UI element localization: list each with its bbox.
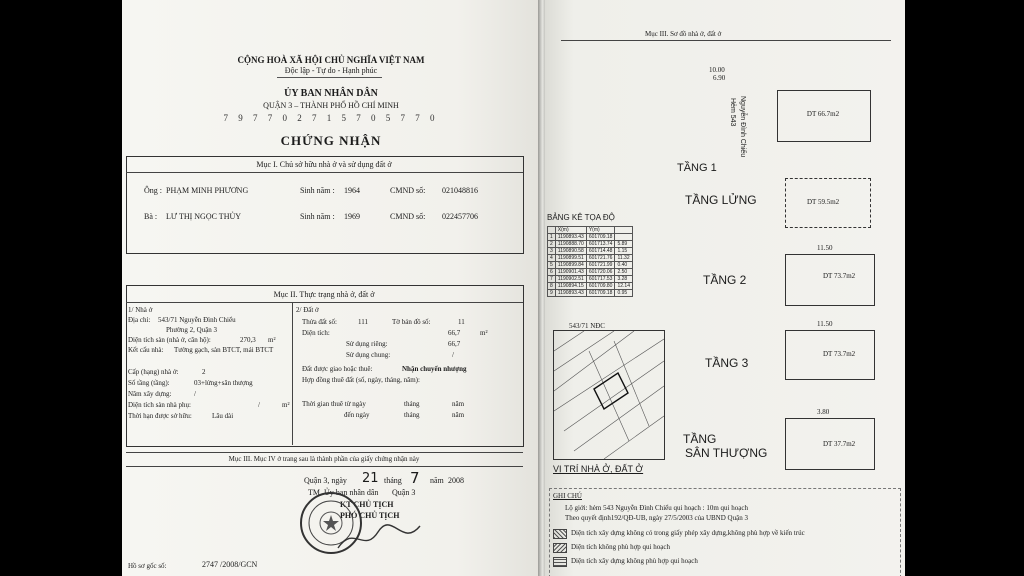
shared-label: Sử dụng chung:	[346, 351, 391, 359]
apt-area-label: Diện tích sàn nhà phụ:	[128, 401, 191, 409]
coord-table-header	[548, 227, 633, 234]
coord-table-row	[548, 290, 633, 297]
year-label: Năm xây dựng:	[128, 390, 172, 398]
coord-table-cell: 1190888.70	[555, 241, 586, 248]
certificate-title: CHỨNG NHẬN	[280, 133, 382, 148]
owner2-id: 022457706	[442, 212, 478, 221]
coord-table-cell: 5.89	[615, 241, 633, 248]
apt-area-unit: m²	[282, 401, 290, 409]
motto-underline	[277, 77, 382, 78]
coord-table-cell: 1190893.43	[555, 290, 586, 297]
granted-type: Nhận chuyển nhượng	[402, 365, 467, 373]
signer-title-2: PHÓ CHỦ TỊCH	[340, 511, 400, 520]
section3-note: Mục III. Mục IV ở trang sau là thành phần của giấy chứng nhận này	[228, 455, 420, 463]
coord-table-cell: 2.50	[615, 269, 633, 276]
apt-area: /	[258, 401, 260, 409]
coord-table-row	[548, 248, 633, 255]
owner1-birth: 1964	[344, 186, 360, 195]
alley-label: Hẻm 543	[729, 98, 736, 127]
coord-table-cell: 1190890.58	[555, 248, 586, 255]
land-area: 66,7	[448, 329, 461, 337]
land-area-label: Diện tích:	[302, 329, 330, 337]
register-label: Hồ sơ gốc số:	[128, 562, 167, 570]
house-title: 1/ Nhà ở	[128, 306, 153, 314]
coord-table-cell: 601713.74	[586, 241, 615, 248]
coord-table-cell: 1190894.15	[555, 283, 586, 290]
owner2-label: Bà :	[144, 212, 158, 221]
granted-label: Đất được giao hoặc thuê:	[302, 365, 373, 373]
lease-from-month-label: tháng	[404, 400, 420, 408]
section1-heading: Mục I. Chủ sở hữu nhà ở và sử dụng đất ở	[256, 160, 392, 169]
coord-table-cell: 1190899.51	[555, 255, 586, 262]
lease-from-year-label: năm	[452, 400, 465, 408]
coord-table-cell: 0.95	[615, 290, 633, 297]
floor1-area: DT 66.7m2	[806, 110, 840, 118]
right-page	[545, 0, 905, 576]
coord-table-row	[548, 269, 633, 276]
legend-crosshatch-icon	[553, 543, 567, 553]
coord-table-cell: 601721.99	[586, 262, 615, 269]
note-line: Theo quyết định192/QĐ-UB, ngày 27/5/2003 của UBND Quận 3	[565, 514, 748, 522]
coord-table-cell: 601717.53	[586, 276, 615, 283]
owner-section-box	[126, 156, 524, 254]
legend-lines-icon	[553, 557, 567, 567]
grade-label: Cấp (hạng) nhà ở:	[128, 368, 179, 376]
coord-table-cell: 6	[548, 269, 556, 276]
owner1-birth-label: Sinh năm :	[300, 186, 335, 195]
roof-area: DT 37.7m2	[823, 440, 856, 448]
floor3-area: DT 73.7m2	[823, 350, 856, 358]
structure: Tường gạch, sàn BTCT, mái BTCT	[174, 346, 274, 354]
house-ward: Phường 2, Quận 3	[166, 326, 218, 334]
coord-table-row	[548, 241, 633, 248]
coord-table-cell: 0.40	[615, 262, 633, 269]
coord-table-cell: 601714.48	[586, 248, 615, 255]
coord-table-row	[548, 262, 633, 269]
dim-width: 10.00	[709, 66, 725, 74]
coord-table-row	[548, 283, 633, 290]
coord-table-cell: 7	[548, 276, 556, 283]
serial-number: 7 9 7 7 0 2 7 1 5 7 0 5 7 7 0	[223, 113, 439, 123]
section2-divider	[126, 302, 523, 303]
dim-frontage: 6.90	[713, 74, 726, 82]
dim-roof: 3.80	[817, 408, 830, 416]
coord-table-row	[548, 255, 633, 262]
note-line: Diện tích xây dựng không phù hợp qui hoạch	[571, 557, 698, 565]
private-area: 66,7	[448, 340, 461, 348]
section2-heading: Mục II. Thực trạng nhà ở, đất ở	[273, 290, 375, 299]
land-title: 2/ Đất ở	[296, 306, 319, 314]
col-header: X(m)	[555, 227, 586, 234]
on-behalf: TM. Ủy ban nhân dân	[308, 488, 379, 497]
grade: 2	[202, 368, 206, 376]
location-title: VỊ TRÍ NHÀ Ở, ĐẤT Ở	[553, 464, 644, 474]
map-label: Tờ bản đồ số:	[392, 318, 431, 326]
diagram-heading: Mục III. Sơ đồ nhà ở, đất ở	[645, 30, 722, 38]
site-location-map	[553, 330, 665, 460]
district-heading: QUẬN 3 – THÀNH PHỐ HỒ CHÍ MINH	[263, 101, 399, 110]
floor-area-label: Diện tích sàn (nhà ở, căn hộ):	[128, 336, 211, 344]
coord-table-cell: 601709.18	[586, 290, 615, 297]
coord-table-cell: 1190899.84	[555, 262, 586, 269]
note-line: Diện tích xây dựng không có trong giấy phép xây dựng,không phù hợp về kiến trúc	[571, 529, 805, 537]
register-number: 2747 /2008/GCN	[202, 560, 258, 569]
site-map-graphic	[554, 331, 664, 459]
owner2-birth: 1969	[344, 212, 360, 221]
lease-to-label: đến ngày	[344, 411, 370, 419]
coord-table-cell: 5	[548, 262, 556, 269]
section2-column-divider	[292, 302, 293, 445]
col-header: Y(m)	[586, 227, 615, 234]
floors: 03+lửng+sân thượng	[194, 379, 253, 387]
owner1-id: 021048816	[442, 186, 478, 195]
note-line: Lộ giới: hẻm 543 Nguyễn Đình Chiểu qui hoạch : 10m qui hoạch	[565, 504, 748, 512]
lease-from-label: Thời gian thuê từ ngày	[302, 400, 366, 408]
coord-table-cell: 12.14	[615, 283, 633, 290]
coord-table-cell: 1	[548, 234, 556, 241]
col-header	[548, 227, 556, 234]
dim-floor2: 11.50	[817, 244, 833, 252]
coord-table-cell: 9	[548, 290, 556, 297]
republic-heading: CỘNG HOÀ XÃ HỘI CHỦ NGHĨA VIỆT NAM	[237, 55, 425, 65]
coord-table-cell: 1.15	[615, 248, 633, 255]
coord-table-cell	[615, 234, 633, 241]
signature-month: 7	[410, 469, 420, 487]
owner2-birth-label: Sinh năm :	[300, 212, 335, 221]
coord-table-cell: 8	[548, 283, 556, 290]
coord-table-title: BẢNG KÊ TỌA ĐỘ	[547, 213, 615, 222]
plot-label: Thửa đất số:	[302, 318, 337, 326]
floors-label: Số tầng (tầng):	[128, 379, 170, 387]
signer-title-1: KT CHỦ TỊCH	[340, 500, 394, 509]
coord-table	[547, 226, 633, 297]
notes-title: GHI CHÚ	[553, 492, 582, 500]
house-address: 543/71 Nguyễn Đình Chiểu	[158, 316, 236, 324]
owner1-name: PHẠM MINH PHƯƠNG	[166, 186, 249, 195]
coord-table-cell: 601709.80	[586, 283, 615, 290]
left-page	[122, 0, 540, 576]
signature-year: 2008	[448, 476, 464, 485]
note-bottom-rule	[126, 466, 523, 467]
diagram-heading-rule	[561, 40, 891, 41]
site-map-label: 543/71 NĐC	[569, 322, 605, 330]
coord-table-cell: 4	[548, 255, 556, 262]
coord-table-cell: 3.28	[615, 276, 633, 283]
coord-table-cell: 1190901.43	[555, 269, 586, 276]
floor1-label: TẦNG 1	[677, 162, 717, 174]
year: /	[194, 390, 196, 398]
signature-year-word: năm	[430, 476, 444, 485]
owner2-id-label: CMND số:	[390, 212, 426, 221]
floor2-label: TẦNG 2	[703, 273, 747, 287]
coord-table-cell: 2	[548, 241, 556, 248]
coord-table-cell: 1190902.51	[555, 276, 586, 283]
signature-month-word: tháng	[384, 476, 402, 485]
private-label: Sử dụng riêng:	[346, 340, 388, 348]
house-address-label: Địa chỉ:	[128, 316, 151, 324]
owner1-id-label: CMND số:	[390, 186, 426, 195]
signature-date-prefix: Quận 3, ngày	[304, 476, 347, 485]
signature-day: 21	[362, 471, 379, 486]
coord-table-cell: 601721.76	[586, 255, 615, 262]
dim-floor3: 11.50	[817, 320, 833, 328]
mezzanine-area: DT 59.5m2	[807, 198, 840, 206]
floor-area: 270,3	[240, 336, 256, 344]
on-behalf-district: Quận 3	[392, 488, 416, 497]
floor2-area: DT 73.7m2	[823, 272, 856, 280]
floor2-plan	[785, 254, 875, 306]
owner2-name: LƯ THỊ NGỌC THỦY	[166, 212, 242, 221]
committee-heading: ỦY BAN NHÂN DÂN	[284, 88, 378, 99]
col-header	[615, 227, 633, 234]
note-line: Diện tích không phù hợp qui hoạch	[571, 543, 670, 551]
coord-table-cell: 601709.18	[586, 234, 615, 241]
note-top-rule	[126, 452, 523, 453]
map-number: 11	[458, 318, 465, 326]
floor-area-unit: m²	[268, 336, 276, 344]
motto: Độc lập - Tự do - Hạnh phúc	[284, 66, 378, 75]
contract-label: Hợp đồng thuê đất (số, ngày, tháng, năm):	[302, 376, 420, 384]
mezzanine-label: TẦNG LỬNG	[685, 193, 757, 207]
roof-label-2: SÂN THƯỢNG	[685, 446, 768, 460]
street-label: Nguyễn Đình Chiểu	[739, 96, 746, 158]
lease-to-year-label: năm	[452, 411, 465, 419]
legend-hatch-icon	[553, 529, 567, 539]
plot: 111	[358, 318, 368, 326]
handwritten-signature	[334, 518, 424, 558]
roof-label-1: TẦNG	[683, 432, 717, 446]
coord-table-cell: 3	[548, 248, 556, 255]
structure-label: Kết cấu nhà:	[128, 346, 164, 354]
section1-divider	[126, 172, 523, 173]
land-area-unit: m²	[480, 329, 488, 337]
coord-table-cell: 601720.06	[586, 269, 615, 276]
coord-table-cell: 1190893.43	[555, 234, 586, 241]
coord-table-cell: 11.32	[615, 255, 633, 262]
coord-table-row	[548, 276, 633, 283]
term: Lâu dài	[212, 412, 234, 420]
lease-to-month-label: tháng	[404, 411, 420, 419]
coord-table-row	[548, 234, 633, 241]
shared-area: /	[452, 351, 454, 359]
term-label: Thời hạn được sở hữu:	[128, 412, 192, 420]
floor3-label: TẦNG 3	[705, 356, 749, 370]
owner1-label: Ông :	[144, 186, 162, 195]
